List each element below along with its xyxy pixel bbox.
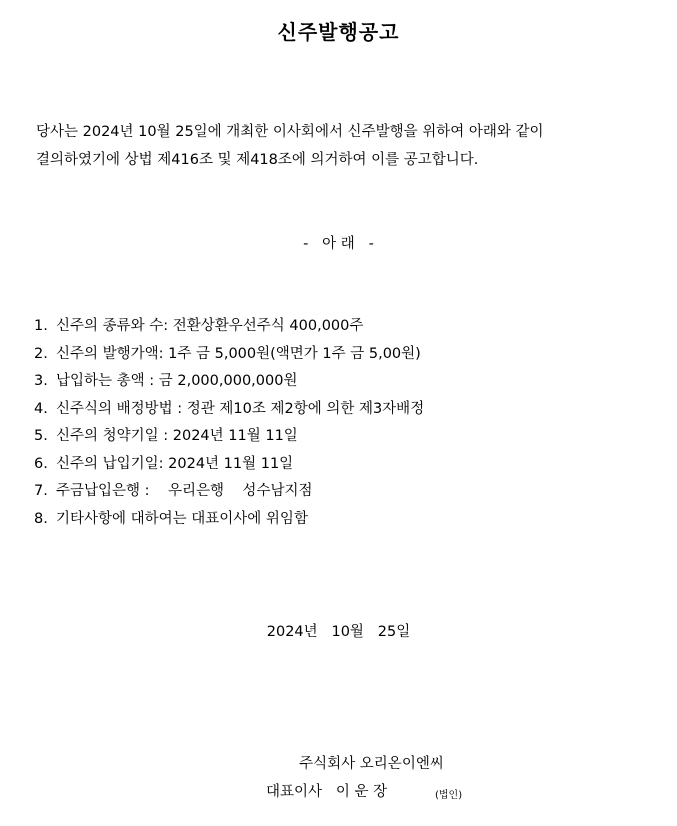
item-number: 7. — [34, 483, 48, 499]
list-item — [34, 506, 424, 534]
announcement-line-2: 결의하였기에 상법 제416조 및 제418조에 의거하여 이를 공고합니다. — [36, 152, 479, 168]
item-text: 납입하는 총액 : 금 2,000,000,000원 — [56, 373, 298, 389]
item-text: 기타사항에 대하여는 대표이사에 위임함 — [56, 510, 308, 527]
list-item — [34, 341, 424, 369]
item-text: 주금납입은행 : 우리은행 성수남지점 — [56, 483, 313, 499]
item-number: 6. — [34, 455, 48, 472]
corporate-seal-label: (법인) — [435, 790, 463, 801]
item-text: 신주의 종류와 수: 전환상환우선주식 400,000주 — [56, 318, 364, 334]
item-text: 신주의 발행가액: 1주 금 5,000원(액면가 1주 금 5,00원) — [56, 345, 421, 362]
item-number: 2. — [34, 345, 48, 362]
item-text: 신주의 청약기일 : 2024년 11월 11일 — [56, 428, 298, 444]
item-number: 4. — [34, 400, 48, 417]
announcement-line-1: 당사는 2024년 10월 25일에 개최한 이사회에서 신주발행을 위하여 아래와 같이 — [36, 124, 544, 140]
company-name: 주식회사 오리온이엔씨 — [299, 756, 444, 772]
list-item — [34, 396, 424, 424]
list-item — [34, 313, 424, 341]
announcement-date: 2024년 10월 25일 — [266, 624, 411, 640]
list-item — [34, 368, 424, 396]
list-item — [34, 478, 424, 506]
ceo-signature: 대표이사 이 운 장 — [266, 784, 388, 800]
section-heading: - 아 래 - — [303, 236, 374, 252]
list-item — [34, 451, 424, 479]
list-item — [34, 423, 424, 451]
resolution-list — [34, 313, 424, 533]
item-number: 5. — [34, 428, 48, 444]
item-number: 3. — [34, 373, 48, 389]
page-title: 신주발행공고 — [277, 20, 400, 44]
item-number: 1. — [34, 318, 48, 334]
item-text: 신주의 납입기일: 2024년 11월 11일 — [56, 455, 294, 472]
item-number: 8. — [34, 510, 48, 527]
item-text: 신주식의 배정방법 : 정관 제10조 제2항에 의한 제3자배정 — [56, 400, 425, 417]
announcement-body — [36, 118, 640, 174]
